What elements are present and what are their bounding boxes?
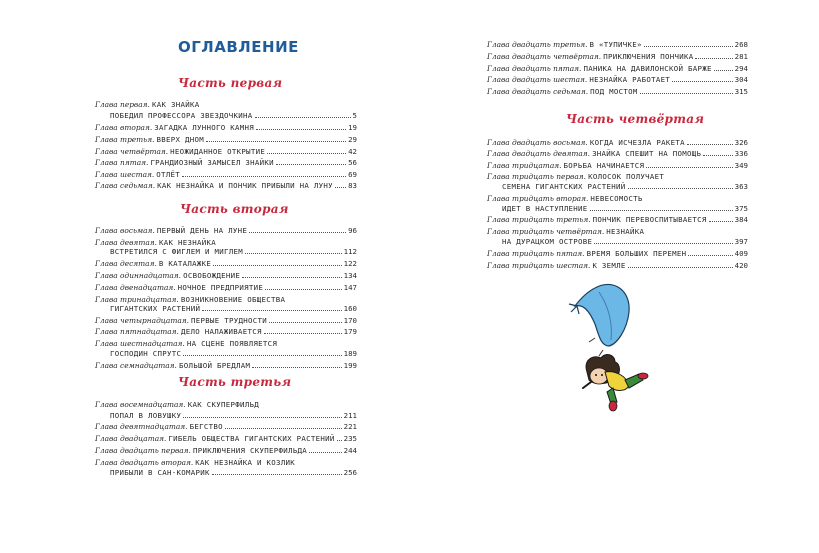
toc-entry: Глава тридцать пятая. ВРЕМЯ БОЛЬШИХ ПЕРЕМЕН 409 [487, 249, 748, 258]
toc-entry: Глава двадцать восьмая. КОГДА ИСЧЕЗЛА РАКЕТА 326 [487, 138, 748, 147]
toc-entry: Глава двадцать шестая. НЕЗНАЙКА РАБОТАЕТ 304 [487, 75, 748, 84]
toc-entry-cont: СЕМЕНА ГИГАНТСКИХ РАСТЕНИЙ 363 [502, 182, 748, 191]
toc-entry: Глава двадцать пятая. ПАНИКА НА ДАВИЛОНСКОЙ БАРЖЕ 294 [487, 64, 748, 73]
toc-entry: Глава двенадцатая. НОЧНОЕ ПРЕДПРИЯТИЕ 147 [95, 283, 357, 292]
toc-entry: Глава семнадцатая. БОЛЬШОЙ БРЕДЛАМ 199 [95, 361, 357, 370]
page-title: ОГЛАВЛЕНИЕ [178, 38, 299, 56]
toc-entry-cont: ПРИБЫЛИ В САН-КОМАРИК 256 [110, 468, 357, 477]
part-heading: Часть третья [178, 375, 292, 389]
toc-entry: Глава тридцать четвёртая. НЕЗНАЙКА [487, 227, 645, 236]
toc-entry: Глава двадцать первая. ПРИКЛЮЧЕНИЯ СКУПЕРФИЛЬДА 244 [95, 446, 357, 455]
toc-entry: Глава пятнадцатая. ДЕЛО НАЛАЖИВАЕТСЯ 179 [95, 327, 357, 336]
toc-entry: Глава девятнадцатая. БЕГСТВО 221 [95, 422, 357, 431]
toc-entry: Глава тридцатая. БОРЬБА НАЧИНАЕТСЯ 349 [487, 161, 748, 170]
part-heading: Часть вторая [180, 202, 289, 216]
toc-entry: Глава тринадцатая. ВОЗНИКНОВЕНИЕ ОБЩЕСТВА [95, 295, 286, 304]
toc-entry: Глава пятая. ГРАНДИОЗНЫЙ ЗАМЫСЕЛ ЗНАЙКИ 56 [95, 158, 357, 167]
toc-entry: Глава шестая. ОТЛЁТ 69 [95, 170, 357, 179]
toc-entry: Глава двадцать вторая. КАК НЕЗНАЙКА И КОЗЛИК [95, 458, 296, 467]
part-heading: Часть четвёртая [566, 112, 705, 126]
toc-entry: Глава шестнадцатая. НА СЦЕНЕ ПОЯВЛЯЕТСЯ [95, 339, 278, 348]
toc-entry: Глава четвёртая. НЕОЖИДАННОЕ ОТКРЫТИЕ 42 [95, 147, 357, 156]
toc-entry: Глава первая. КАК ЗНАЙКА [95, 100, 200, 109]
toc-entry: Глава двадцатая. ГИБЕЛЬ ОБЩЕСТВА ГИГАНТСКИХ РАСТЕНИЙ 235 [95, 434, 357, 443]
toc-entry: Глава двадцать седьмая. ПОД МОСТОМ 315 [487, 87, 748, 96]
toc-entry: Глава третья. ВВЕРХ ДНОМ 29 [95, 135, 357, 144]
toc-entry: Глава одиннадцатая. ОСВОБОЖДЕНИЕ 134 [95, 271, 357, 280]
falling-character-illustration [555, 276, 655, 426]
toc-entry: Глава вторая. ЗАГАДКА ЛУННОГО КАМНЯ 19 [95, 123, 357, 132]
toc-entry-cont: ГОСПОДИН СПРУТС 189 [110, 349, 357, 358]
toc-entry: Глава двадцать четвёртая. ПРИКЛЮЧЕНИЯ ПОНЧИКА 281 [487, 52, 748, 61]
toc-entry: Глава двадцать третья. В «ТУПИЧКЕ» 268 [487, 40, 748, 49]
blue-hat-icon [569, 284, 629, 346]
toc-entry-cont: ПОБЕДИЛ ПРОФЕССОРА ЗВЕЗДОЧКИНА 5 [110, 111, 357, 120]
toc-entry: Глава тридцать третья. ПОНЧИК ПЕРЕВОСПИТЫВАЕТСЯ 384 [487, 215, 748, 224]
toc-entry: Глава тридцать шестая. К ЗЕМЛЕ 420 [487, 261, 748, 270]
toc-entry-cont: ВСТРЕТИЛСЯ С ФИГЛЕМ И МИГЛЕМ 112 [110, 247, 357, 256]
toc-entry: Глава седьмая. КАК НЕЗНАЙКА И ПОНЧИК ПРИБЫЛИ НА ЛУНУ 83 [95, 181, 357, 190]
toc-entry: Глава двадцать девятая. ЗНАЙКА СПЕШИТ НА ПОМОЩЬ 336 [487, 149, 748, 158]
toc-entry: Глава тридцать первая. КОЛОСОК ПОЛУЧАЕТ [487, 172, 665, 181]
toc-entry-cont: НА ДУРАЦКОМ ОСТРОВЕ 397 [502, 237, 748, 246]
toc-entry: Глава восемнадцатая. КАК СКУПЕРФИЛЬД [95, 400, 259, 409]
toc-entry: Глава тридцать вторая. НЕВЕСОМОСТЬ [487, 194, 643, 203]
toc-entry-cont: ГИГАНТСКИХ РАСТЕНИЙ 160 [110, 304, 357, 313]
toc-entry: Глава десятая. В КАТАЛАЖКЕ 122 [95, 259, 357, 268]
toc-entry-cont: ПОПАЛ В ЛОВУШКУ 211 [110, 411, 357, 420]
toc-entry: Глава девятая. КАК НЕЗНАЙКА [95, 238, 217, 247]
part-heading: Часть первая [178, 76, 283, 90]
toc-entry-cont: ИДЕТ В НАСТУПЛЕНИЕ 375 [502, 204, 748, 213]
toc-entry: Глава четырнадцатая. ПЕРВЫЕ ТРУДНОСТИ 170 [95, 316, 357, 325]
toc-entry: Глава восьмая. ПЕРВЫЙ ДЕНЬ НА ЛУНЕ 96 [95, 226, 357, 235]
